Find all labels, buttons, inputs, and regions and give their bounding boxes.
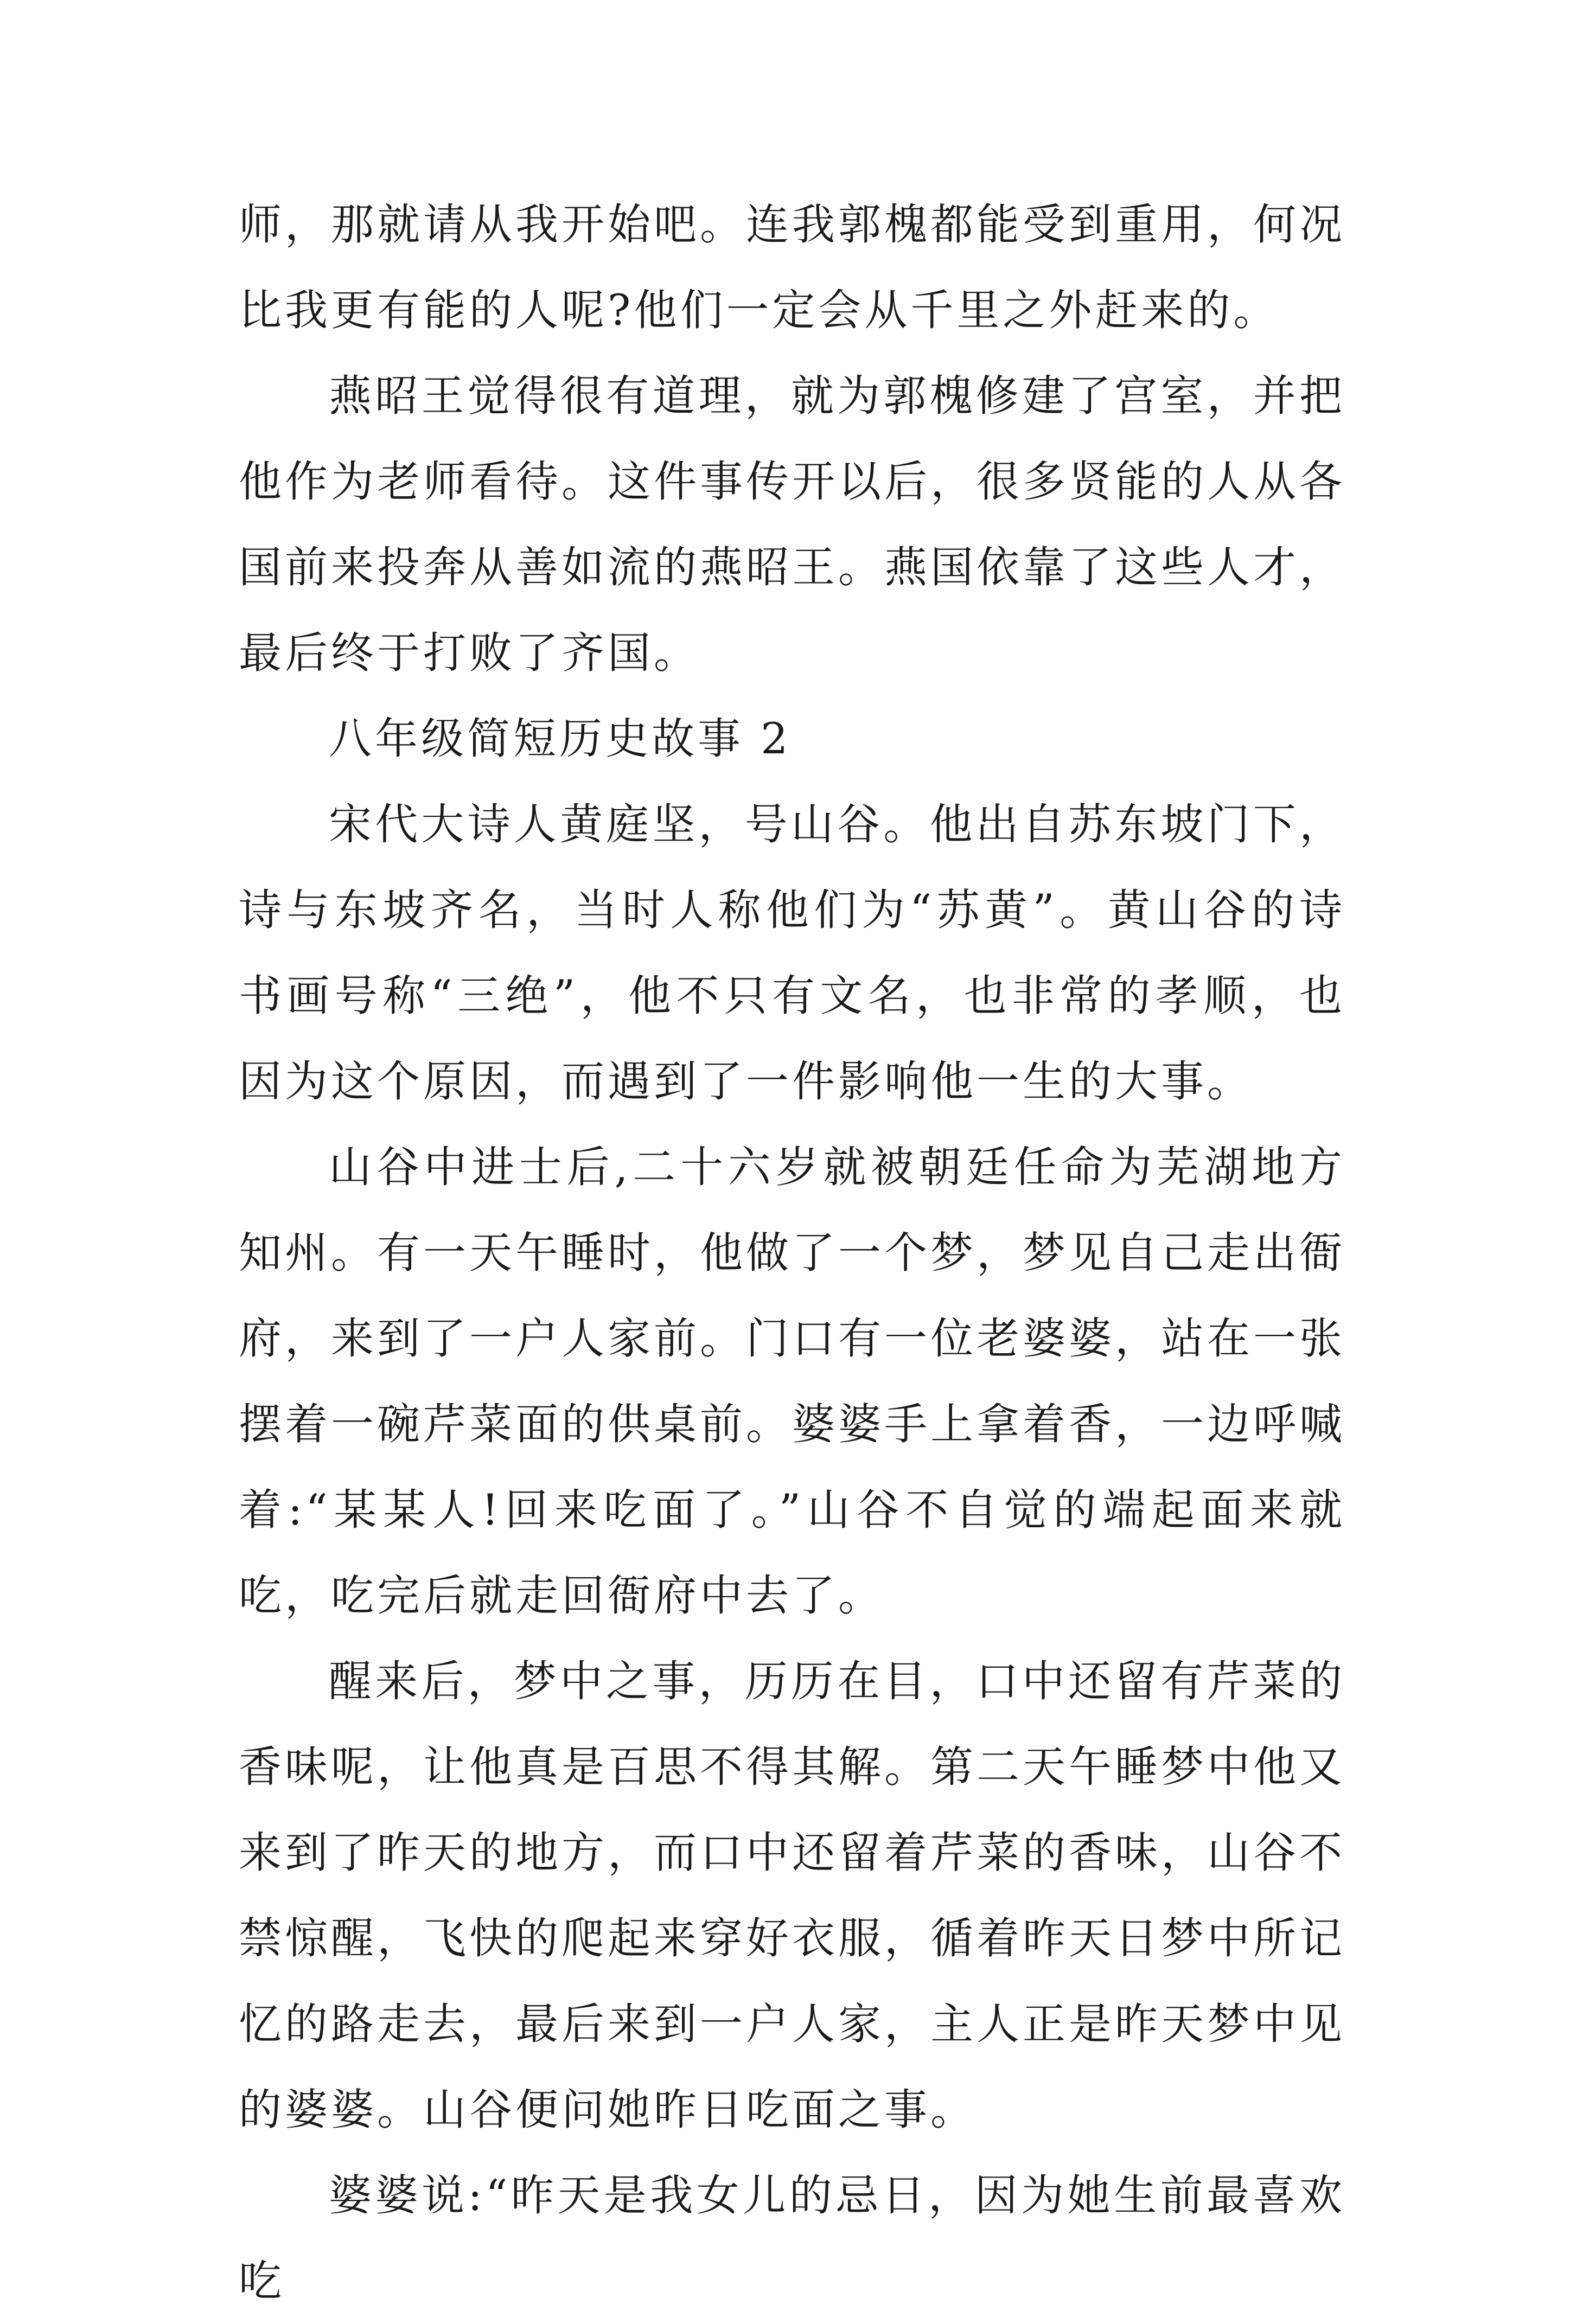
paragraph: 醒来后，梦中之事，历历在目，口中还留有芹菜的香味呢，让他真是百思不得其解。第二天午睡梦中他又来到了昨天的地方，而口中还留着芹菜的香味，山谷不禁惊醒，飞快的爬起来穿好衣服，循着昨天日梦中所记忆的路走去，最后来到一户人家，主人正是昨天梦中见的婆婆。山谷便问她昨日吃面之事。 <box>239 1656 1345 2135</box>
document-body <box>239 182 1345 2324</box>
paragraph-continued: 师，那就请从我开始吧。连我郭槐都能受到重用，何况比我更有能的人呢?他们一定会从千里之外赶来的。 <box>239 200 1345 335</box>
paragraph: 婆婆说:“昨天是我女儿的忌日，因为她生前最喜欢吃 <box>239 2171 1345 2306</box>
paragraph: 山谷中进士后,二十六岁就被朝廷任命为芜湖地方知州。有一天午睡时，他做了一个梦，梦见自己走出衙府，来到了一户人家前。门口有一位老婆婆，站在一张摆着一碗芹菜面的供桌前。婆婆手上拿着香，一边呼喊着:“某某人!回来吃面了。”山谷不自觉的端起面来就吃，吃完后就走回衙府中去了。 <box>239 1142 1345 1621</box>
section-heading: 八年级简短历史故事 2 <box>329 714 792 764</box>
paragraph: 燕昭王觉得很有道理，就为郭槐修建了宫室，并把他作为老师看待。这件事传开以后，很多贤能的人从各国前来投奔从善如流的燕昭王。燕国依靠了这些人才，最后终于打败了齐国。 <box>239 371 1345 678</box>
paragraph: 宋代大诗人黄庭坚，号山谷。他出自苏东坡门下，诗与东坡齐名，当时人称他们为“苏黄”。黄山谷的诗书画号称“三绝”，他不只有文名，也非常的孝顺，也因为这个原因，而遇到了一件影响他一生的大事。 <box>239 799 1345 1106</box>
